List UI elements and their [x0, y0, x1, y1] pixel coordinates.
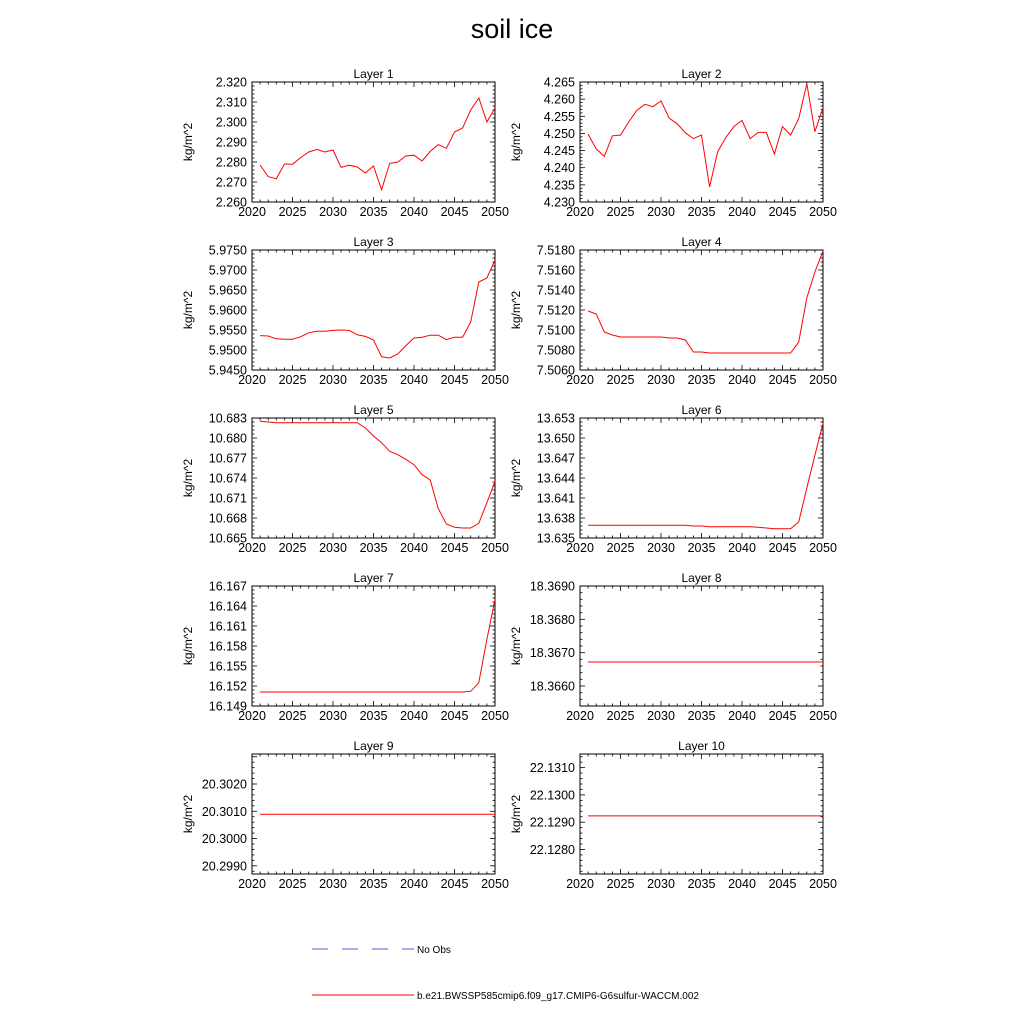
y-tick-label: 18.3690	[529, 579, 575, 594]
x-tick-label: 2035	[687, 709, 716, 723]
y-axis-label: kg/m^2	[181, 626, 195, 666]
x-tick-label: 2035	[687, 877, 716, 891]
x-tick-label: 2025	[606, 205, 635, 219]
y-tick-label: 22.1300	[529, 788, 575, 803]
panel-8	[509, 571, 837, 723]
series-line	[588, 84, 823, 187]
series-line	[260, 421, 495, 528]
x-tick-label: 2030	[319, 709, 347, 723]
x-tick-label: 2030	[319, 877, 347, 891]
y-tick-label: 5.9650	[208, 283, 247, 298]
x-tick-label: 2045	[768, 205, 797, 219]
x-tick-label: 2020	[566, 205, 594, 219]
x-tick-label: 2050	[481, 205, 509, 219]
y-tick-label: 20.3000	[201, 832, 247, 847]
x-tick-label: 2020	[566, 709, 594, 723]
x-tick-label: 2040	[400, 205, 428, 219]
y-tick-label: 5.9600	[208, 303, 247, 318]
y-tick-label: 10.683	[208, 411, 247, 426]
y-tick-label: 16.164	[208, 599, 247, 614]
plot-frame	[580, 82, 823, 202]
y-tick-label: 4.265	[543, 75, 575, 90]
y-tick-label: 4.250	[543, 126, 575, 141]
y-axis-label: kg/m^2	[509, 794, 523, 834]
y-tick-label: 18.3660	[529, 679, 575, 694]
x-tick-label: 2050	[481, 877, 509, 891]
y-tick-label: 5.9750	[208, 243, 247, 258]
x-tick-label: 2045	[440, 877, 469, 891]
x-tick-label: 2040	[728, 877, 756, 891]
series-line	[588, 423, 823, 528]
x-tick-label: 2020	[566, 373, 594, 387]
y-tick-label: 2.270	[215, 175, 247, 190]
y-tick-label: 16.158	[208, 639, 247, 654]
x-tick-label: 2040	[728, 373, 756, 387]
x-tick-label: 2035	[359, 205, 388, 219]
y-tick-label: 5.9700	[208, 263, 247, 278]
legend-label-no-obs: No Obs	[417, 945, 451, 956]
y-tick-label: 20.3010	[201, 804, 247, 819]
x-tick-label: 2025	[278, 373, 307, 387]
y-axis-label: kg/m^2	[509, 458, 523, 498]
x-tick-label: 2045	[768, 373, 797, 387]
x-tick-label: 2040	[400, 373, 428, 387]
x-tick-label: 2030	[647, 373, 675, 387]
panel-title: Layer 3	[353, 235, 394, 249]
y-axis-label: kg/m^2	[509, 122, 523, 162]
panel-title: Layer 6	[681, 403, 722, 417]
y-tick-label: 4.240	[543, 161, 575, 176]
panel-title: Layer 5	[353, 403, 394, 417]
plot-frame	[580, 754, 823, 874]
y-tick-label: 13.641	[536, 491, 575, 506]
x-tick-label: 2050	[809, 373, 837, 387]
x-tick-label: 2040	[728, 541, 756, 555]
x-tick-label: 2040	[728, 205, 756, 219]
y-tick-label: 7.5080	[536, 343, 575, 358]
panel-3	[181, 235, 509, 387]
x-tick-label: 2050	[809, 877, 837, 891]
x-tick-label: 2040	[728, 709, 756, 723]
x-tick-label: 2030	[319, 205, 347, 219]
y-tick-label: 10.680	[208, 431, 247, 446]
x-tick-label: 2025	[606, 373, 635, 387]
x-tick-label: 2035	[687, 373, 716, 387]
x-tick-label: 2040	[400, 877, 428, 891]
x-tick-label: 2050	[809, 205, 837, 219]
x-tick-label: 2035	[359, 709, 388, 723]
y-tick-label: 2.320	[215, 75, 247, 90]
x-tick-label: 2040	[400, 541, 428, 555]
y-tick-label: 13.653	[536, 411, 575, 426]
x-tick-label: 2035	[359, 373, 388, 387]
x-tick-label: 2035	[687, 205, 716, 219]
panel-4	[509, 235, 837, 387]
series-line	[260, 98, 495, 190]
x-tick-label: 2030	[647, 205, 675, 219]
y-tick-label: 22.1310	[529, 761, 575, 776]
plot-frame	[252, 586, 495, 706]
y-tick-label: 16.152	[208, 679, 247, 694]
panel-10	[509, 739, 837, 891]
plot-frame	[580, 586, 823, 706]
y-tick-label: 7.5100	[536, 323, 575, 338]
x-tick-label: 2035	[687, 541, 716, 555]
y-tick-label: 10.671	[208, 491, 247, 506]
x-tick-label: 2045	[440, 541, 469, 555]
y-tick-label: 7.5160	[536, 263, 575, 278]
x-tick-label: 2020	[238, 541, 266, 555]
y-tick-label: 4.245	[543, 144, 575, 159]
y-tick-label: 10.677	[208, 451, 247, 466]
panel-title: Layer 7	[353, 571, 394, 585]
y-tick-label: 7.5180	[536, 243, 575, 258]
y-tick-label: 22.1290	[529, 815, 575, 830]
x-tick-label: 2035	[359, 877, 388, 891]
legend-label-model: b.e21.BWSSP585cmip6.f09_g17.CMIP6-G6sulfur-WACCM.002	[417, 991, 699, 1002]
plot-frame	[580, 418, 823, 538]
x-tick-label: 2045	[768, 709, 797, 723]
y-axis-label: kg/m^2	[181, 122, 195, 162]
x-tick-label: 2030	[319, 541, 347, 555]
x-tick-label: 2045	[440, 373, 469, 387]
x-tick-label: 2045	[768, 541, 797, 555]
y-tick-label: 20.2990	[201, 859, 247, 874]
x-tick-label: 2050	[809, 709, 837, 723]
y-tick-label: 16.149	[208, 699, 247, 714]
y-tick-label: 13.650	[536, 431, 575, 446]
x-tick-label: 2045	[440, 205, 469, 219]
x-tick-label: 2025	[278, 709, 307, 723]
y-tick-label: 18.3670	[529, 646, 575, 661]
y-axis-label: kg/m^2	[509, 290, 523, 330]
x-tick-label: 2030	[647, 709, 675, 723]
x-tick-label: 2030	[319, 373, 347, 387]
figure-title: soil ice	[470, 14, 554, 44]
y-tick-label: 4.235	[543, 178, 575, 193]
panel-title: Layer 2	[681, 67, 722, 81]
x-tick-label: 2020	[238, 205, 266, 219]
x-tick-label: 2025	[278, 877, 307, 891]
y-tick-label: 20.3020	[201, 777, 247, 792]
x-tick-label: 2050	[481, 541, 509, 555]
series-line	[588, 251, 823, 353]
y-tick-label: 5.9500	[208, 343, 247, 358]
x-tick-label: 2020	[566, 541, 594, 555]
y-tick-label: 16.161	[208, 619, 247, 634]
x-tick-label: 2025	[606, 877, 635, 891]
x-tick-label: 2025	[606, 541, 635, 555]
x-tick-label: 2045	[440, 709, 469, 723]
panel-title: Layer 9	[353, 739, 394, 753]
panel-title: Layer 8	[681, 571, 722, 585]
y-tick-label: 10.674	[208, 471, 247, 486]
x-tick-label: 2050	[809, 541, 837, 555]
x-tick-label: 2030	[647, 541, 675, 555]
y-tick-label: 5.9450	[208, 363, 247, 378]
panel-6	[509, 403, 837, 555]
series-line	[260, 260, 495, 358]
y-tick-label: 7.5120	[536, 303, 575, 318]
x-tick-label: 2020	[566, 877, 594, 891]
legend	[312, 945, 699, 1002]
panel-7	[181, 571, 509, 723]
y-tick-label: 16.155	[208, 659, 247, 674]
y-tick-label: 2.260	[215, 195, 247, 210]
y-tick-label: 10.665	[208, 531, 247, 546]
y-tick-label: 4.230	[543, 195, 575, 210]
y-tick-label: 4.255	[543, 109, 575, 124]
panel-2	[509, 67, 837, 219]
y-tick-label: 13.644	[536, 471, 575, 486]
y-tick-label: 4.260	[543, 92, 575, 107]
x-tick-label: 2040	[400, 709, 428, 723]
y-tick-label: 13.647	[536, 451, 575, 466]
x-tick-label: 2025	[278, 541, 307, 555]
y-tick-label: 13.638	[536, 511, 575, 526]
y-tick-label: 13.635	[536, 531, 575, 546]
x-tick-label: 2045	[768, 877, 797, 891]
y-tick-label: 10.668	[208, 511, 247, 526]
x-tick-label: 2020	[238, 373, 266, 387]
x-tick-label: 2035	[359, 541, 388, 555]
plot-frame	[252, 82, 495, 202]
panel-9	[181, 739, 509, 891]
y-tick-label: 2.300	[215, 115, 247, 130]
panel-5	[181, 403, 509, 555]
x-tick-label: 2020	[238, 709, 266, 723]
y-tick-label: 2.280	[215, 155, 247, 170]
x-tick-label: 2050	[481, 373, 509, 387]
panel-title: Layer 10	[678, 739, 725, 753]
y-tick-label: 2.290	[215, 135, 247, 150]
y-tick-label: 5.9550	[208, 323, 247, 338]
y-axis-label: kg/m^2	[181, 794, 195, 834]
panel-title: Layer 1	[353, 67, 394, 81]
x-tick-label: 2030	[647, 877, 675, 891]
panel-title: Layer 4	[681, 235, 722, 249]
y-axis-label: kg/m^2	[181, 458, 195, 498]
y-tick-label: 22.1280	[529, 842, 575, 857]
y-axis-label: kg/m^2	[181, 290, 195, 330]
x-tick-label: 2050	[481, 709, 509, 723]
series-line	[260, 599, 495, 692]
y-tick-label: 16.167	[208, 579, 247, 594]
plot-frame	[252, 250, 495, 370]
x-tick-label: 2025	[606, 709, 635, 723]
panel-1	[181, 67, 509, 219]
x-tick-label: 2020	[238, 877, 266, 891]
x-tick-label: 2025	[278, 205, 307, 219]
y-tick-label: 2.310	[215, 95, 247, 110]
y-axis-label: kg/m^2	[509, 626, 523, 666]
y-tick-label: 7.5140	[536, 283, 575, 298]
y-tick-label: 7.5060	[536, 363, 575, 378]
y-tick-label: 18.3680	[529, 612, 575, 627]
